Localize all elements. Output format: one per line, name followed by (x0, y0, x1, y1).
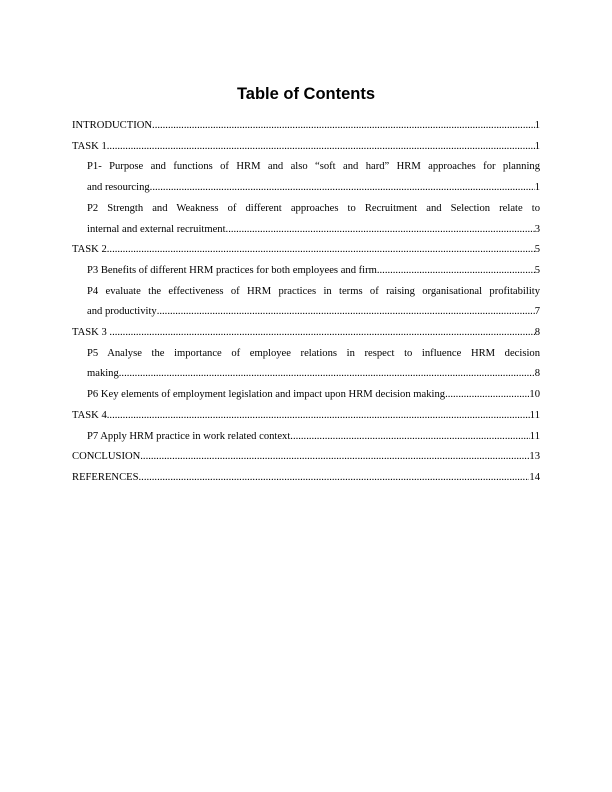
toc-entry-task-2[interactable] (72, 240, 540, 261)
toc-entry-text-line1: P4 evaluate the effectiveness of HRM practices in terms of raising organisational profitability (87, 285, 540, 297)
toc-page-number: 5 (534, 264, 540, 276)
toc-entry-text: TASK 2 (72, 244, 107, 256)
toc-page-number: 11 (529, 409, 540, 421)
toc-entry-text-line2: and productivity (87, 306, 157, 318)
toc-page-number: 1 (534, 182, 540, 194)
toc-page-number: 7 (534, 306, 540, 318)
dot-leader (109, 323, 534, 344)
toc-entry-text-line1: P1- Purpose and functions of HRM and also “soft and hard” HRM approaches for planning (87, 161, 540, 173)
toc-entry-text-line2: making (87, 368, 119, 380)
dot-leader (139, 468, 530, 489)
dot-leader (290, 427, 530, 448)
toc-entry-p6[interactable] (72, 385, 540, 406)
toc-page-number: 8 (534, 368, 540, 380)
toc-entry-text: REFERENCES (72, 471, 139, 483)
toc-entry-references[interactable] (72, 468, 540, 489)
toc-entry-text: TASK 4 (72, 409, 107, 421)
dot-leader (107, 240, 535, 261)
toc-entry-text: CONCLUSION (72, 451, 141, 463)
toc-entry-task-1[interactable] (72, 137, 540, 158)
toc-page-number: 11 (529, 430, 540, 442)
toc-entry-p7[interactable] (72, 427, 540, 448)
toc-entry-p2[interactable] (72, 199, 540, 240)
dot-leader (380, 261, 535, 282)
toc-page-number: 13 (529, 451, 540, 463)
toc-entry-task-4[interactable] (72, 406, 540, 427)
dot-leader (119, 364, 535, 385)
dot-leader (150, 178, 535, 199)
toc-page-number: 10 (529, 389, 540, 401)
toc-entry-p3[interactable] (72, 261, 540, 282)
toc-page-number: 8 (534, 327, 540, 339)
toc-list (72, 116, 540, 489)
dot-leader (226, 220, 535, 241)
toc-page-number: 1 (534, 140, 540, 152)
toc-page-number: 5 (534, 244, 540, 256)
dot-leader (107, 137, 535, 158)
toc-entry-text-line2: internal and external recruitment (87, 223, 226, 235)
toc-entry-text: P6 Key elements of employment legislation and impact upon HRM decision making (87, 389, 446, 401)
toc-entry-text: P3 Benefits of different HRM practices for both employees and firm. (87, 264, 380, 276)
toc-entry-text-line2: and resourcing (87, 182, 150, 194)
toc-page-number: 14 (529, 471, 540, 483)
toc-entry-text-line1: P5 Analyse the importance of employee relations in respect to influence HRM decision (87, 347, 540, 359)
dot-leader (140, 447, 529, 468)
toc-entry-introduction[interactable] (72, 116, 540, 137)
toc-entry-text: INTRODUCTION (72, 120, 153, 131)
toc-page-number: 1 (534, 120, 540, 131)
toc-entry-text: TASK 3 (72, 327, 110, 339)
toc-entry-text: P7 Apply HRM practice in work related context (87, 430, 291, 442)
toc-entry-p5[interactable] (72, 344, 540, 385)
dot-leader (157, 302, 535, 323)
toc-entry-text: TASK 1 (72, 140, 107, 152)
toc-title: Table of Contents (236, 85, 376, 103)
toc-entry-task-3[interactable] (72, 323, 540, 344)
dot-leader (445, 385, 529, 406)
toc-page-number: 3 (534, 223, 540, 235)
dot-leader (107, 406, 530, 427)
toc-entry-text-line1: P2 Strength and Weakness of different approaches to Recruitment and Selection relate to (87, 202, 540, 214)
dot-leader (152, 116, 535, 137)
toc-entry-conclusion[interactable] (72, 447, 540, 468)
toc-entry-p4[interactable] (72, 282, 540, 323)
toc-entry-p1[interactable] (72, 157, 540, 198)
